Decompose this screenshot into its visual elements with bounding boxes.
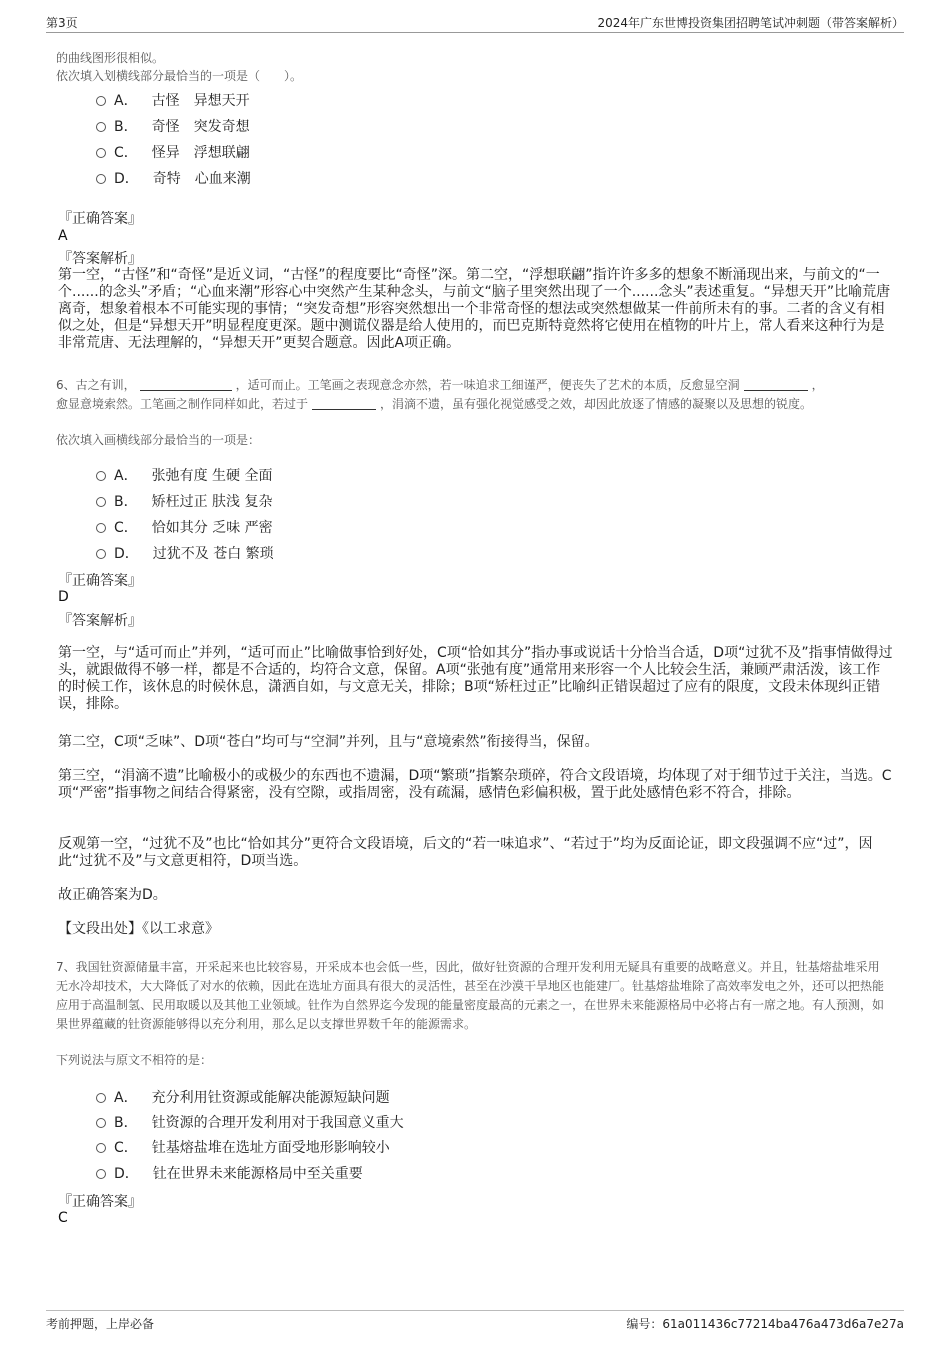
- radio-icon[interactable]: [96, 523, 106, 533]
- radio-icon[interactable]: [96, 549, 106, 559]
- q6-option-d[interactable]: D． 过犹不及 苍白 繁琐: [96, 543, 274, 563]
- q7-option-a[interactable]: A． 充分利用钍资源或能解决能源短缺问题: [96, 1087, 390, 1107]
- q7-stem: 7、我国钍资源储量丰富，开采起来也比较容易，开采成本也会低一些，因此，做好钍资源的合理开发利用无疑具有重要的战略意义。并且，钍基熔盐堆采用无水冷却技术，大大降低了对水的依赖，因此在选址方面具有很大的灵活性，甚至在沙漠干旱地区也能建厂。钍基熔盐堆除了高效率发电之外，还可以把热能应用于高温制氢、民用取暖以及其他工业领域。钍作为自然界迄今发现的能量密度最高的元素之一，在世界未来能源格局中必将占有一席之地。有人预测，如果世界蕴藏的钍资源能够得以充分利用，那么足以支撑世界数千年的能源需求。: [56, 960, 885, 1031]
- q5-option-d[interactable]: D． 奇特 心血来潮: [96, 168, 251, 188]
- q6-analysis-p3: 第三空，“涓滴不遗”比喻极小的或极少的东西也不遗漏，D项“繁琐”指繁杂琐碎，符合文段语境，均体现了对于细节过于关注，当选。C项“严密”指事物之间结合得紧密，没有空隙，或指周密，没有疏漏，感情色彩偏积极，置于此处感情色彩不符合，排除。: [58, 768, 892, 801]
- q6-analysis-p2: 第二空，C项“乏味”、D项“苍白”均可与“空洞”并列，且与“意境索然”衔接得当，保留。: [58, 734, 599, 750]
- radio-icon[interactable]: [96, 1169, 106, 1179]
- q6-answer-label: 『正确答案』: [58, 573, 142, 589]
- radio-icon[interactable]: [96, 148, 106, 158]
- q7-answer: C: [58, 1210, 68, 1226]
- q6-stem: 6、古之有训， ，适可而止。工笔画之表现意念亦然，若一味追求工细谨严，便丧失了艺术的本质，反愈显空洞 ， 愈显意境索然。工笔画之制作同样如此，若过于 ，涓滴不遗，虽有强化视觉感受之效，却因此放逐了情感的凝聚以及思想的锐度。: [56, 378, 824, 411]
- q6-option-b[interactable]: B． 矫枉过正 肤浅 复杂: [96, 491, 273, 511]
- q6-answer: D: [58, 589, 69, 605]
- q6-analysis-p1: 第一空，与“适可而止”并列，“适可而止”比喻做事恰到好处，C项“恰如其分”指办事或说话十分恰当合适，D项“过犹不及”指事情做得过头，就跟做得不够一样，都是不合适的，均符合文意，保留。A项“张弛有度”通常用来形容一个人比较会生活，兼顾严肃活泼，该工作的时候工作，该休息的时候休息，潇洒自如，与文意无关，排除；B项“矫枉过正”比喻纠正错误超过了应有的限度，文段未体现纠正错误，排除。: [58, 645, 893, 712]
- footer-slogan: 考前押题，上岸必备: [46, 1317, 155, 1331]
- q6-analysis-p4: 反观第一空，“过犹不及”也比“恰如其分”更符合文段语境，后文的“若一味追求”、“若过于”均为反面论证，即文段强调不应“过”，因此“过犹不及”与文意更相符，D项当选。: [58, 836, 873, 869]
- radio-icon[interactable]: [96, 1093, 106, 1103]
- q5-option-a[interactable]: A． 古怪 异想天开: [96, 90, 250, 110]
- q6-option-a[interactable]: A． 张弛有度 生硬 全面: [96, 465, 272, 485]
- document-title: 2024年广东世博投资集团招聘笔试冲刺题（带答案解析）: [597, 16, 904, 30]
- radio-icon[interactable]: [96, 497, 106, 507]
- q5-answer-label: 『正确答案』: [58, 211, 142, 227]
- q7-option-c[interactable]: C． 钍基熔盐堆在选址方面受地形影响较小: [96, 1137, 390, 1157]
- fill-blank: [140, 378, 232, 391]
- q6-analysis-p5: 故正确答案为D。: [58, 887, 167, 903]
- q5-analysis: 第一空，“古怪”和“奇怪”是近义词，“古怪”的程度要比“奇怪”深。第二空，“浮想联翩”指许许多多的想象不断涌现出来，与前文的“一个......的念头”矛盾；“心血来潮”形容心中突然产生某种念头，与前文“脑子里突然出现了一个......念头”表述重复。“异想天开”比喻荒唐离奇，想象着根本不可能实现的事情；“突发奇想”形容突然想出一个非常奇怪的想法或突然想做某一件前所未有的事。二者的含义有相似之处，但是“异想天开”明显程度更深。题中测谎仪器是给人使用的，而巴克斯特竟然将它使用在植物的叶片上，常人看来这种行为是非常荒唐、无法理解的，“异想天开”更契合题意。因此A项正确。: [58, 267, 891, 351]
- q6-option-c[interactable]: C． 恰如其分 乏味 严密: [96, 517, 273, 537]
- radio-icon[interactable]: [96, 1118, 106, 1128]
- page-number: 第3页: [46, 16, 78, 30]
- q5-answer: A: [58, 228, 68, 244]
- document-code: 编号：61a011436c77214ba476a473d6a7e27a: [626, 1317, 904, 1331]
- q6-source: 【文段出处】《以工求意》: [58, 921, 219, 937]
- q7-option-d[interactable]: D． 钍在世界未来能源格局中至关重要: [96, 1163, 363, 1183]
- radio-icon[interactable]: [96, 174, 106, 184]
- radio-icon[interactable]: [96, 1143, 106, 1153]
- fill-blank: [312, 397, 376, 410]
- q5-option-b[interactable]: B． 奇怪 突发奇想: [96, 116, 250, 136]
- q6-analysis-label: 『答案解析』: [58, 613, 142, 629]
- page-header: [46, 14, 904, 33]
- q5-analysis-label: 『答案解析』: [58, 251, 142, 267]
- q5-prompt: 依次填入划横线部分最恰当的一项是（ ）。: [56, 69, 303, 83]
- q5-stem-tail: 的曲线图形很相似。: [56, 51, 165, 65]
- fill-blank: [744, 378, 808, 391]
- q7-option-b[interactable]: B． 钍资源的合理开发利用对于我国意义重大: [96, 1112, 404, 1132]
- q7-answer-label: 『正确答案』: [58, 1194, 142, 1210]
- q7-prompt: 下列说法与原文不相符的是：: [56, 1053, 213, 1067]
- radio-icon[interactable]: [96, 122, 106, 132]
- q6-prompt: 依次填入画横线部分最恰当的一项是：: [56, 433, 261, 447]
- radio-icon[interactable]: [96, 96, 106, 106]
- radio-icon[interactable]: [96, 471, 106, 481]
- page-footer: [46, 1310, 904, 1333]
- q5-option-c[interactable]: C． 怪异 浮想联翩: [96, 142, 250, 162]
